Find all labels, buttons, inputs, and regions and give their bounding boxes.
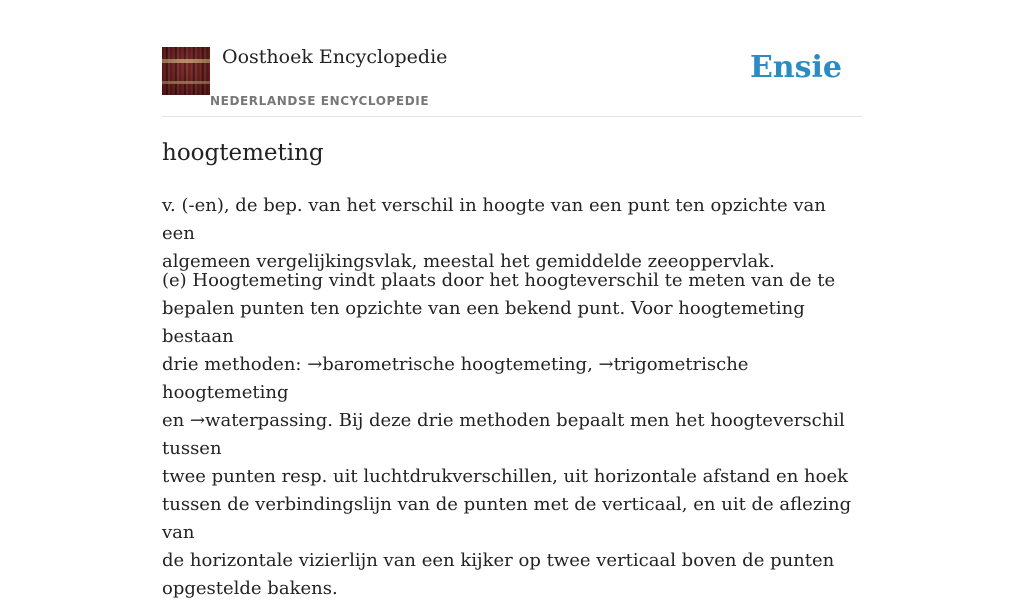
article-paragraph-definition: v. (-en), de bep. van het verschil in hoogte van een punt ten opzichte van een algemeen vergelijkingsvlak, meestal het gemiddelde zeeoppervlak.	[162, 195, 826, 272]
site-subtitle: NEDERLANDSE ENCYCLOPEDIE	[210, 94, 430, 108]
article-paragraph-explanation: (e) Hoogtemeting vindt plaats door het hoogteverschil te meten van de te bepalen punten ten opzichte van een bekend punt. Voor hoogtemeting bestaan drie methoden: →barometrische hoogtemeting, →trigometrische hoogtemeting en →waterpassing. Bij deze drie methoden bepaalt men het hoogteverschil tussen twee punten resp. uit luchtdrukverschillen, uit horizontale afstand en hoek tussen de verbindingslijn van de punten met de verticaal, en uit de aflezing van de horizontale vizierlijn van een kijker op twee verticaal boven de punten opgestelde bakens.	[162, 270, 852, 599]
page-title: hoogtemeting	[162, 140, 324, 166]
site-name[interactable]: Oosthoek Encyclopedie	[222, 46, 448, 68]
encyclopedia-books-icon[interactable]	[162, 47, 210, 95]
page-content	[162, 0, 862, 599]
brand-logo[interactable]: Ensie	[749, 50, 842, 85]
site-header	[162, 0, 862, 117]
